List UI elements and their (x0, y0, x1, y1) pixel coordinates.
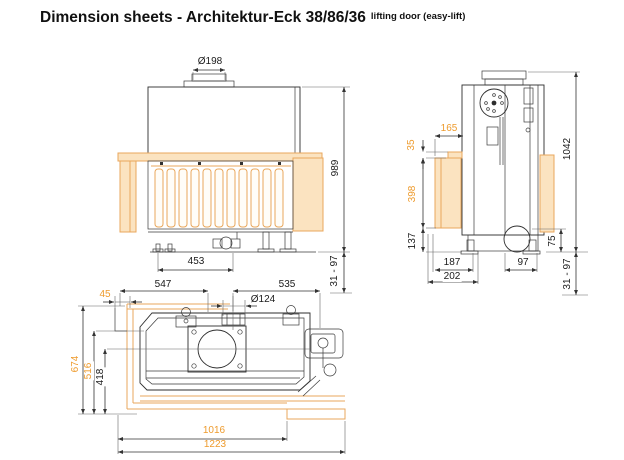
dim-front-flue-diameter: Ø198 (197, 56, 223, 67)
front-view-drawing (118, 70, 352, 293)
dim-side-frame-offset: 35 (406, 139, 417, 151)
dim-side-leg-range: 31 - 97 (562, 258, 573, 290)
dim-side-base-height: 137 (407, 232, 418, 250)
dim-plan-depth-center: 418 (95, 368, 106, 386)
dim-plan-depth-total: 674 (70, 355, 81, 373)
dim-side-inlet-height: 75 (547, 235, 558, 247)
dim-plan-right-width: 535 (278, 279, 296, 290)
dim-plan-depth-mid: 516 (83, 362, 94, 380)
dim-side-top-depth: 165 (440, 123, 458, 134)
subtitle-text: lifting door (easy-lift) (370, 11, 466, 22)
title-text: Dimension sheets - Architektur-Eck 38/86/36 (40, 9, 366, 26)
dim-side-glass-height: 398 (407, 185, 418, 203)
dim-plan-frame-offset: 45 (99, 289, 111, 300)
dim-plan-flue-pipe: Ø124 (250, 294, 276, 305)
dim-front-total-height: 989 (330, 159, 341, 177)
dim-plan-left-width: 547 (154, 279, 172, 290)
dim-plan-width-total: 1223 (203, 439, 227, 450)
dim-plan-width-inner: 1016 (202, 425, 226, 436)
dim-front-leg-range: 31 - 97 (329, 255, 340, 287)
dim-side-depth-a: 187 (443, 257, 461, 268)
dim-side-depth-b: 202 (443, 271, 461, 282)
dim-front-base-width: 453 (187, 256, 205, 267)
dim-side-foot-offset: 97 (517, 257, 529, 268)
dim-side-total-height: 1042 (562, 137, 573, 161)
